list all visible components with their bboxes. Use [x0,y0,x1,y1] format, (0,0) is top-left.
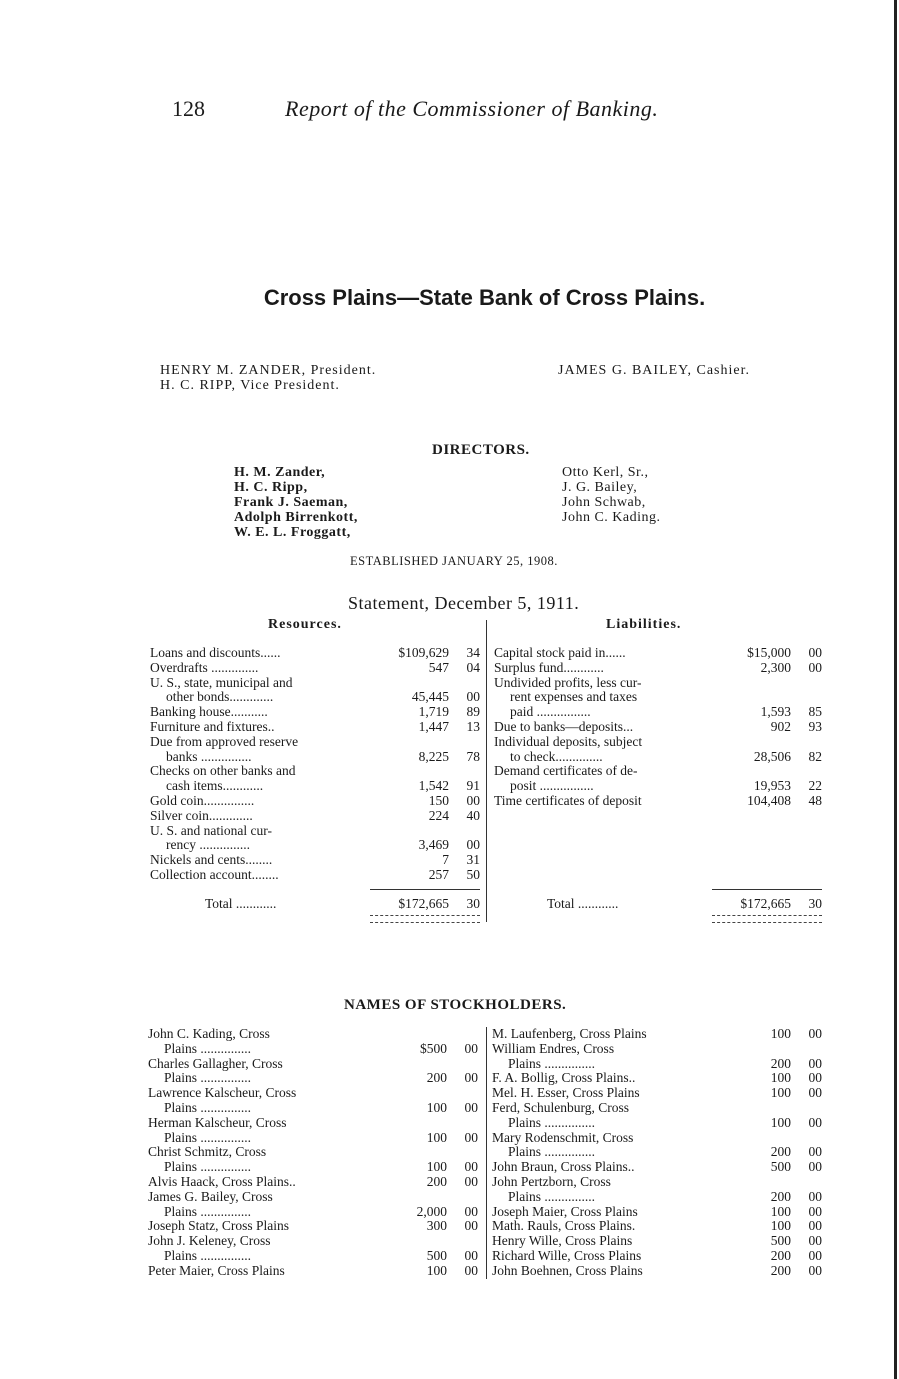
entry-dollars [718,1042,796,1057]
entry-label: Gold coin............... [150,792,255,808]
page-number: 128 [172,96,205,121]
entry-cents: 00 [808,1233,822,1249]
director-name: W. E. L. Froggatt, [234,525,351,540]
entry-dollars: 224 [428,807,449,823]
entry-label: banks ............... [166,748,252,764]
entry-label: Peter Maier, Cross Plains [148,1262,285,1278]
entry-dollars: 200 [426,1173,447,1189]
entry-dollars: 28,506 [753,748,791,764]
resources-table [150,646,480,883]
entry-label: Lawrence Kalscheur, Cross [148,1085,297,1101]
entry-cents: 00 [808,1070,822,1086]
entry-label: Furniture and fixtures.. [150,718,275,734]
entry-cents: 00 [808,1247,822,1263]
established-date: ESTABLISHED JANUARY 25, 1908. [350,554,558,568]
stockholders-heading: NAMES OF STOCKHOLDERS. [344,997,567,1013]
entry-cents: 85 [808,704,822,720]
resource-row [150,824,480,839]
entry-label: Plains ............... [508,1055,596,1071]
stockholder-row [492,1101,822,1116]
entry-cents [452,1145,478,1160]
stockholder-row [492,1086,822,1101]
entry-dollars [374,1086,452,1101]
entry-cents [796,735,822,750]
entry-cents: 00 [808,1203,822,1219]
stockholder-row [492,1175,822,1190]
entry-label: M. Laufenberg, Cross Plains [492,1026,647,1041]
resource-row [150,838,480,853]
resource-row [150,646,480,661]
stockholder-row [492,1264,822,1279]
resources-double-rule [370,915,480,923]
resource-row [150,720,480,735]
directors-left-list [234,465,358,540]
entry-dollars: 500 [770,1159,791,1175]
stockholders-column-divider [486,1027,487,1279]
stockholder-row [148,1234,478,1249]
entry-cents: 00 [808,1144,822,1160]
stockholder-row [148,1264,478,1279]
director-name: John C. Kading. [562,510,661,525]
entry-cents: 00 [464,1099,478,1115]
total-label: Total ............ [205,896,277,911]
entry-label: Collection account........ [150,866,279,882]
entry-dollars: 200 [770,1144,791,1160]
entry-cents [452,1086,478,1101]
entry-cents [796,764,822,779]
director-name: Frank J. Saeman, [234,495,348,510]
entry-dollars [374,1234,452,1249]
entry-dollars: 8,225 [418,748,449,764]
entry-dollars: 100 [770,1218,791,1234]
entry-label: Individual deposits, subject [494,733,643,749]
stockholder-row [148,1160,478,1175]
entry-cents: 13 [466,718,480,734]
entry-dollars: 200 [770,1188,791,1204]
entry-cents: 22 [808,778,822,794]
entry-label: John Pertzborn, Cross [492,1173,611,1189]
stockholder-row [492,1160,822,1175]
resource-row [150,779,480,794]
entry-cents [452,1234,478,1249]
stockholder-row [492,1071,822,1086]
entry-cents: 00 [464,1203,478,1219]
resource-row [150,705,480,720]
stockholder-row [492,1205,822,1220]
entry-label: rency ............... [166,837,250,853]
total-dollars: $172,665 [398,896,449,911]
entry-cents [454,676,480,691]
entry-cents: 00 [808,1026,822,1041]
entry-dollars: 19,953 [753,778,791,794]
entry-dollars: 902 [770,718,791,734]
entry-label: Plains ............... [164,1203,252,1219]
statement-column-divider [486,620,487,922]
entry-dollars: 104,408 [747,792,791,808]
entry-cents: 00 [464,1129,478,1145]
entry-dollars [714,690,796,705]
entry-label: Due from approved reserve [150,733,299,749]
total-cents: 30 [466,896,480,911]
liability-row [494,735,822,750]
resource-row [150,661,480,676]
entry-label: John C. Kading, Cross [148,1026,270,1041]
entry-cents: 00 [808,1188,822,1204]
stockholder-row [492,1042,822,1057]
bank-title: Cross Plains—State Bank of Cross Plains. [263,285,706,310]
entry-label: James G. Bailey, Cross [148,1188,273,1204]
entry-cents: 00 [464,1040,478,1056]
resource-row [150,690,480,705]
resource-row [150,809,480,824]
entry-label: Plains ............... [164,1040,252,1056]
entry-dollars: $500 [420,1040,447,1056]
entry-label: rent expenses and taxes [510,689,638,705]
entry-label: Nickels and cents........ [150,852,273,868]
entry-label: Ferd, Schulenburg, Cross [492,1099,629,1115]
entry-dollars: 2,300 [760,659,791,675]
resources-total-rule [370,889,480,890]
entry-cents: 50 [466,866,480,882]
liabilities-total-rule [712,889,822,890]
entry-dollars: 200 [770,1247,791,1263]
liability-row [494,779,822,794]
entry-dollars: 100 [770,1085,791,1101]
stockholder-row [492,1131,822,1146]
stockholders-left-table [148,1027,478,1279]
entry-label: Overdrafts .............. [150,659,259,675]
entry-label: Plains ............... [508,1144,596,1160]
liability-row [494,794,822,809]
entry-label: cash items............ [166,778,264,794]
entry-label: Plains ............... [164,1129,252,1145]
entry-cents: 00 [466,689,480,705]
entry-dollars: 1,542 [418,778,449,794]
entry-label: Loans and discounts...... [150,645,281,660]
entry-label: Plains ............... [508,1114,596,1130]
entry-label: other bonds............. [166,689,274,705]
entry-label: to check.............. [510,748,603,764]
entry-dollars [718,1175,796,1190]
entry-cents [796,676,822,691]
entry-cents [454,824,480,839]
entry-label: Mel. H. Esser, Cross Plains [492,1085,640,1101]
entry-cents [452,1116,478,1131]
entry-dollars: 3,469 [418,837,449,853]
total-label: Total ............ [547,896,619,911]
director-name: H. C. Ripp, [234,480,308,495]
entry-cents [796,1101,822,1116]
stockholder-row [148,1131,478,1146]
entry-label: U. S., state, municipal and [150,674,293,690]
directors-heading: DIRECTORS. [432,442,530,458]
entry-label: Silver coin............. [150,807,253,823]
entry-label: Joseph Statz, Cross Plains [148,1218,290,1234]
entry-dollars: $15,000 [747,645,791,660]
entry-cents: 00 [808,1114,822,1130]
stockholder-row [148,1101,478,1116]
entry-dollars: $109,629 [398,645,449,660]
entry-cents [452,1027,478,1042]
entry-cents: 00 [464,1159,478,1175]
stockholder-row [148,1086,478,1101]
running-title: Report of the Commissioner of Banking. [285,96,659,121]
entry-label: Plains ............... [164,1159,252,1175]
entry-dollars [714,735,796,750]
page-edge-border [894,0,897,1379]
entry-label: John Boehnen, Cross Plains [492,1262,643,1278]
entry-label: Mary Rodenschmit, Cross [492,1129,634,1145]
entry-dollars: 100 [426,1262,447,1278]
officer-vice-president: H. C. RIPP, Vice President. [160,378,340,393]
entry-label: John J. Keleney, Cross [148,1233,271,1249]
stockholders-right-table [492,1027,822,1279]
entry-cents [454,735,480,750]
entry-cents [454,764,480,779]
entry-label: Christ Schmitz, Cross [148,1144,267,1160]
entry-cents: 00 [808,1055,822,1071]
entry-label: William Endres, Cross [492,1040,615,1056]
entry-dollars [714,676,796,691]
entry-cents: 00 [464,1247,478,1263]
stockholder-row [492,1219,822,1234]
resources-heading: Resources. [268,617,342,632]
entry-cents [796,1131,822,1146]
resource-row [150,794,480,809]
stockholder-row [492,1234,822,1249]
entry-cents [796,1175,822,1190]
director-name: J. G. Bailey, [562,480,638,495]
liabilities-double-rule [712,915,822,923]
stockholder-row [148,1042,478,1057]
entry-dollars: 547 [428,659,449,675]
entry-label: Undivided profits, less cur- [494,674,642,690]
stockholder-row [148,1027,478,1042]
entry-label: Plains ............... [508,1188,596,1204]
entry-label: Herman Kalscheur, Cross [148,1114,287,1130]
entry-label: Banking house........... [150,704,268,720]
stockholder-row [148,1219,478,1234]
entry-dollars [370,735,454,750]
entry-cents: 00 [464,1262,478,1278]
entry-cents [452,1057,478,1072]
director-name: Adolph Birrenkott, [234,510,358,525]
liabilities-heading: Liabilities. [606,617,682,632]
stockholder-row [148,1145,478,1160]
entry-label: Plains ............... [164,1247,252,1263]
entry-cents: 00 [466,792,480,808]
director-name: Otto Kerl, Sr., [562,465,649,480]
entry-label: Due to banks—deposits... [494,718,634,734]
entry-dollars: 300 [426,1218,447,1234]
total-dollars: $172,665 [740,896,791,911]
entry-dollars: 150 [428,792,449,808]
entry-label: Plains ............... [164,1099,252,1115]
entry-dollars: 1,719 [418,704,449,720]
entry-label: Time certificates of deposit [494,792,642,808]
entry-dollars [374,1057,452,1072]
resource-row [150,735,480,750]
stockholder-row [492,1249,822,1264]
entry-label: Checks on other banks and [150,763,296,779]
entry-dollars [370,676,454,691]
resource-row [150,750,480,765]
entry-dollars: 1,447 [418,718,449,734]
stockholder-row [148,1175,478,1190]
entry-label: U. S. and national cur- [150,822,272,838]
entry-dollars [374,1190,452,1205]
stockholder-row [492,1145,822,1160]
entry-dollars: 200 [770,1262,791,1278]
entry-dollars: 100 [426,1129,447,1145]
entry-cents: 00 [808,1159,822,1175]
entry-dollars: 100 [770,1203,791,1219]
entry-dollars [718,1131,796,1146]
resource-row [150,676,480,691]
entry-label: Charles Gallagher, Cross [148,1055,283,1071]
entry-label: Alvis Haack, Cross Plains.. [148,1173,296,1189]
entry-cents: 91 [466,778,480,794]
entry-cents: 00 [808,645,822,660]
stockholder-row [148,1249,478,1264]
directors-right-list [562,465,661,525]
entry-cents: 48 [808,792,822,808]
liability-row [494,676,822,691]
entry-dollars: 200 [770,1055,791,1071]
liability-row [494,646,822,661]
entry-dollars: 200 [426,1070,447,1086]
entry-cents: 00 [464,1173,478,1189]
entry-label: Henry Wille, Cross Plains [492,1233,633,1249]
entry-dollars [714,764,796,779]
resource-row [150,868,480,883]
entry-cents: 00 [808,1262,822,1278]
entry-dollars: 257 [428,866,449,882]
entry-cents: 93 [808,718,822,734]
director-name: John Schwab, [562,495,646,510]
entry-dollars [374,1145,452,1160]
entry-dollars [370,764,454,779]
officer-president: HENRY M. ZANDER, President. [160,363,377,378]
entry-label: Math. Rauls, Cross Plains. [492,1218,636,1234]
director-name: H. M. Zander, [234,465,326,480]
entry-label: F. A. Bollig, Cross Plains.. [492,1070,636,1086]
entry-label: John Braun, Cross Plains.. [492,1159,635,1175]
liability-row [494,750,822,765]
entry-cents: 04 [466,659,480,675]
liability-row [494,720,822,735]
liability-row [494,661,822,676]
entry-dollars: 7 [442,852,449,868]
stockholder-row [148,1071,478,1086]
entry-dollars: 500 [426,1247,447,1263]
resources-total-row [150,897,480,912]
entry-cents: 00 [808,1218,822,1234]
entry-label: Joseph Maier, Cross Plains [492,1203,638,1219]
entry-dollars: 1,593 [760,704,791,720]
entry-cents: 40 [466,807,480,823]
stockholder-row [148,1190,478,1205]
entry-dollars: 100 [426,1159,447,1175]
entry-cents: 89 [466,704,480,720]
statement-title: Statement, December 5, 1911. [348,593,580,613]
stockholder-row [492,1057,822,1072]
resource-row [150,764,480,779]
entry-cents [452,1190,478,1205]
entry-dollars: 2,000 [416,1203,447,1219]
entry-cents: 31 [466,852,480,868]
entry-cents [796,690,822,705]
entry-label: Plains ............... [164,1070,252,1086]
entry-label: Richard Wille, Cross Plains [492,1247,642,1263]
stockholder-row [492,1027,822,1042]
entry-cents: 00 [466,837,480,853]
entry-label: Demand certificates of de- [494,763,638,779]
stockholder-row [148,1116,478,1131]
entry-dollars [718,1101,796,1116]
entry-cents: 78 [466,748,480,764]
entry-dollars: 100 [770,1070,791,1086]
entry-dollars: 100 [770,1114,791,1130]
liability-row [494,690,822,705]
entry-dollars [370,824,454,839]
entry-dollars: 100 [426,1099,447,1115]
entry-cents: 00 [464,1218,478,1234]
entry-label: Surplus fund............ [494,659,604,675]
entry-cents: 82 [808,748,822,764]
liability-row [494,764,822,779]
resource-row [150,853,480,868]
entry-dollars: 100 [770,1026,791,1041]
stockholder-row [492,1116,822,1131]
entry-cents: 00 [808,1085,822,1101]
liabilities-total-row [494,897,822,912]
entry-dollars: 45,445 [411,689,449,705]
entry-cents: 00 [808,659,822,675]
liability-row [494,705,822,720]
entry-cents: 00 [464,1070,478,1086]
liabilities-table [494,646,822,809]
entry-cents: 34 [466,645,480,660]
entry-label: posit ................ [510,778,594,794]
total-cents: 30 [808,896,822,911]
stockholder-row [148,1057,478,1072]
stockholder-row [148,1205,478,1220]
stockholder-row [492,1190,822,1205]
entry-dollars [374,1027,452,1042]
entry-dollars: 500 [770,1233,791,1249]
entry-label: Capital stock paid in...... [494,645,626,660]
entry-dollars [374,1116,452,1131]
officer-cashier: JAMES G. BAILEY, Cashier. [558,363,750,378]
entry-label: paid ................ [510,704,591,720]
entry-cents [796,1042,822,1057]
